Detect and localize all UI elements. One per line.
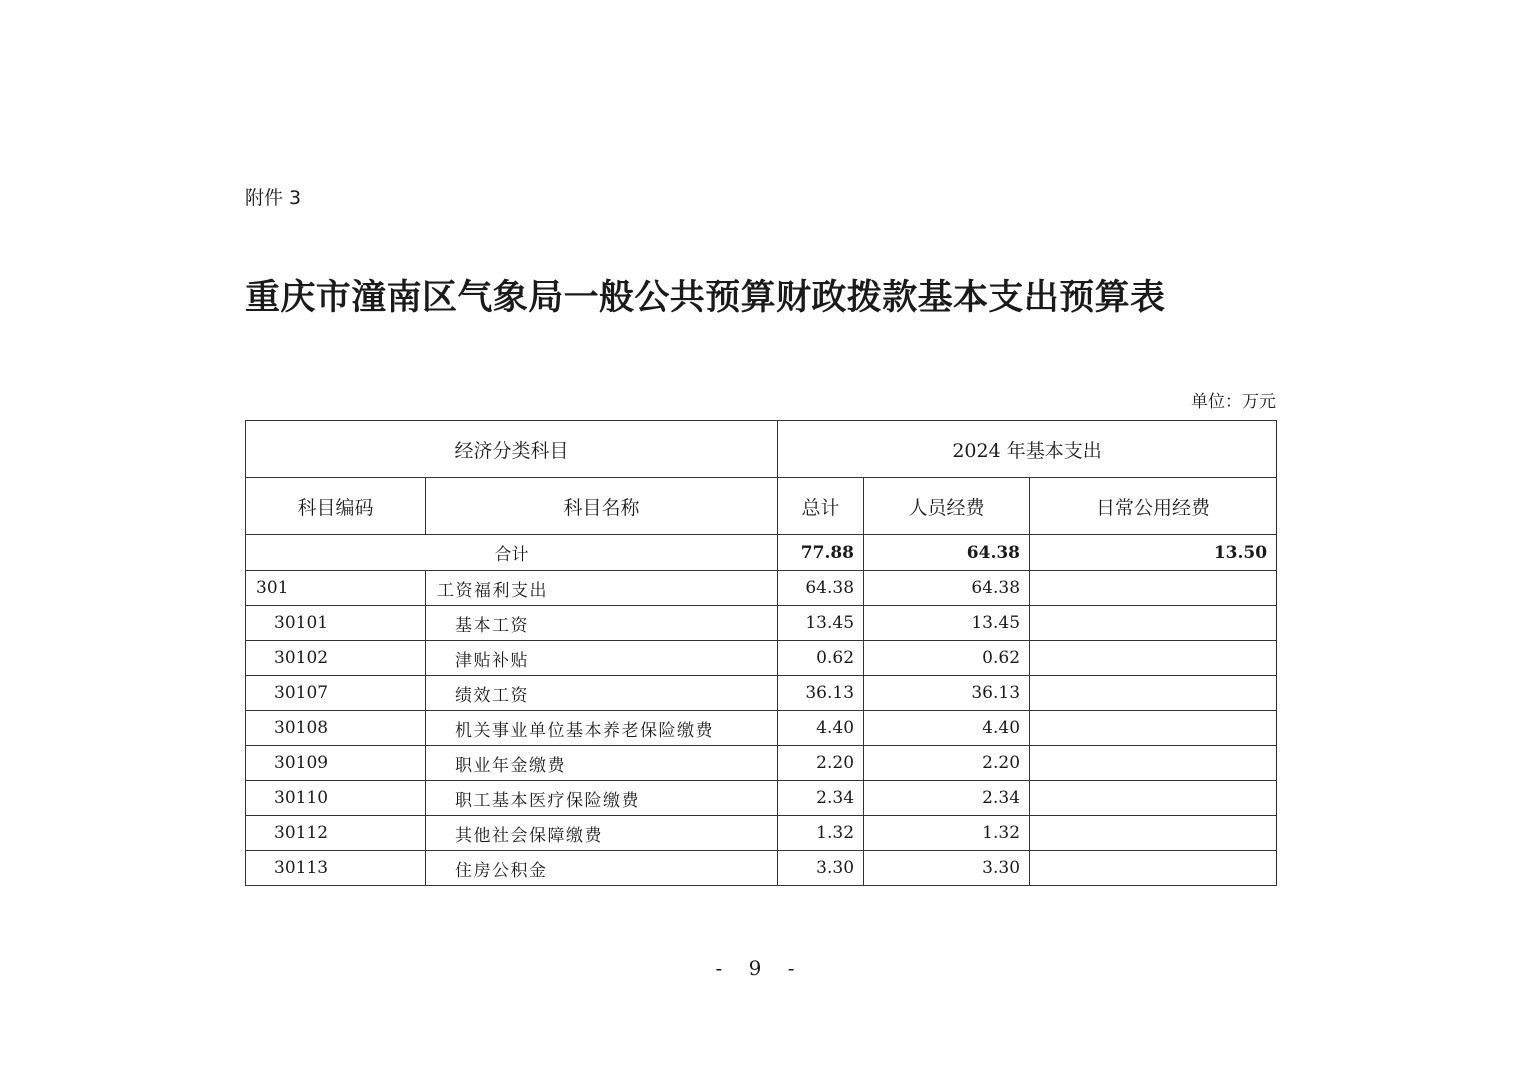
budget-table	[245, 420, 1277, 886]
row-name: 其他社会保障缴费	[426, 816, 778, 851]
row-code: 30110	[246, 781, 426, 816]
row-name: 机关事业单位基本养老保险缴费	[426, 711, 778, 746]
table-row	[246, 571, 1277, 606]
table-row	[246, 746, 1277, 781]
header-code: 科目编码	[246, 478, 426, 535]
total-total: 77.88	[778, 535, 864, 571]
row-daily-public	[1030, 676, 1277, 711]
header-name: 科目名称	[426, 478, 778, 535]
row-code: 30108	[246, 711, 426, 746]
total-personnel: 64.38	[864, 535, 1030, 571]
table-row	[246, 676, 1277, 711]
header-economic-classification: 经济分类科目	[246, 421, 778, 478]
table-row	[246, 606, 1277, 641]
table-header-row-top	[246, 421, 1277, 478]
row-total: 2.20	[778, 746, 864, 781]
row-code: 30112	[246, 816, 426, 851]
attachment-label: 附件 3	[245, 187, 302, 209]
row-total: 1.32	[778, 816, 864, 851]
row-name: 住房公积金	[426, 851, 778, 886]
row-personnel: 64.38	[864, 571, 1030, 606]
row-daily-public	[1030, 606, 1277, 641]
row-total: 0.62	[778, 641, 864, 676]
table-row	[246, 781, 1277, 816]
row-daily-public	[1030, 711, 1277, 746]
header-year-basic-expense: 2024 年基本支出	[778, 421, 1277, 478]
unit-label: 单位：万元	[1191, 392, 1276, 412]
row-name: 津贴补贴	[426, 641, 778, 676]
row-code: 30113	[246, 851, 426, 886]
table-row	[246, 711, 1277, 746]
row-personnel: 4.40	[864, 711, 1030, 746]
table-row	[246, 816, 1277, 851]
row-total: 36.13	[778, 676, 864, 711]
row-personnel: 2.34	[864, 781, 1030, 816]
row-total: 3.30	[778, 851, 864, 886]
row-name: 工资福利支出	[426, 571, 778, 606]
total-label: 合计	[246, 535, 778, 571]
total-daily-public: 13.50	[1030, 535, 1277, 571]
row-daily-public	[1030, 571, 1277, 606]
row-code: 301	[246, 571, 426, 606]
row-total: 2.34	[778, 781, 864, 816]
row-personnel: 3.30	[864, 851, 1030, 886]
table-row	[246, 851, 1277, 886]
row-code: 30107	[246, 676, 426, 711]
row-daily-public	[1030, 641, 1277, 676]
row-total: 4.40	[778, 711, 864, 746]
row-code: 30109	[246, 746, 426, 781]
row-name: 基本工资	[426, 606, 778, 641]
header-personnel: 人员经费	[864, 478, 1030, 535]
row-daily-public	[1030, 851, 1277, 886]
table-row	[246, 641, 1277, 676]
row-personnel: 2.20	[864, 746, 1030, 781]
row-total: 13.45	[778, 606, 864, 641]
row-code: 30102	[246, 641, 426, 676]
table-header-row-sub	[246, 478, 1277, 535]
row-name: 职工基本医疗保险缴费	[426, 781, 778, 816]
header-total: 总计	[778, 478, 864, 535]
row-daily-public	[1030, 781, 1277, 816]
row-daily-public	[1030, 746, 1277, 781]
row-personnel: 13.45	[864, 606, 1030, 641]
row-name: 职业年金缴费	[426, 746, 778, 781]
page-number: - 9 -	[715, 956, 805, 980]
total-row	[246, 535, 1277, 571]
row-personnel: 36.13	[864, 676, 1030, 711]
row-total: 64.38	[778, 571, 864, 606]
row-code: 30101	[246, 606, 426, 641]
document-title: 重庆市潼南区气象局一般公共预算财政拨款基本支出预算表	[245, 277, 1166, 318]
row-personnel: 1.32	[864, 816, 1030, 851]
row-personnel: 0.62	[864, 641, 1030, 676]
header-daily-public: 日常公用经费	[1030, 478, 1277, 535]
row-name: 绩效工资	[426, 676, 778, 711]
row-daily-public	[1030, 816, 1277, 851]
